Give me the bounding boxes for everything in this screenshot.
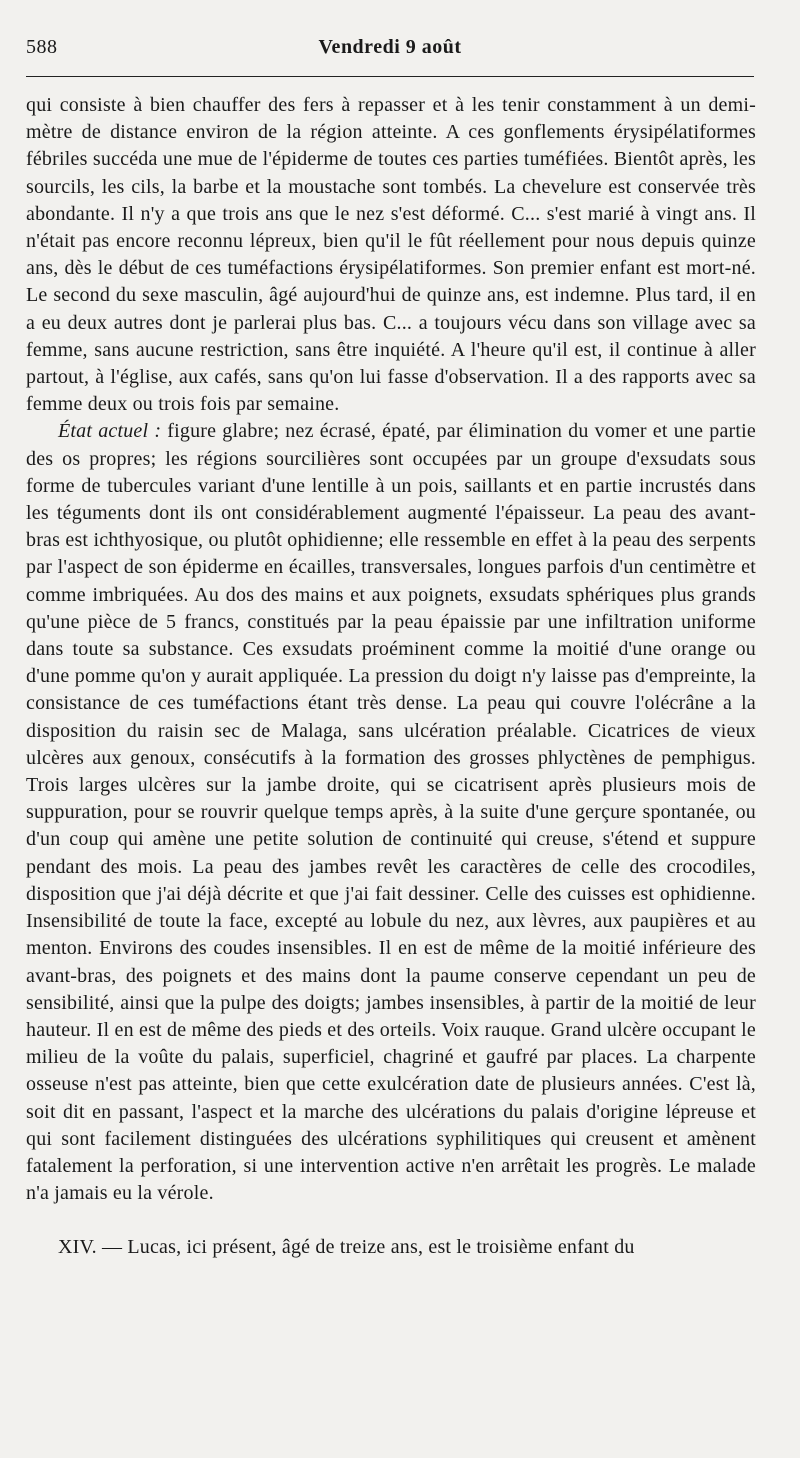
paragraph-etat-actuel [26, 418, 756, 1207]
paragraph-lead-italic: État actuel : [58, 420, 162, 443]
page-number: 588 [26, 36, 58, 58]
paragraph-text: XIV. — Lucas, ici présent, âgé de treize ans, est le troisième enfant du [58, 1236, 635, 1259]
header-rule [26, 76, 754, 77]
paragraph-text: figure glabre; nez écrasé, épaté, par élimination du vomer et une partie des os propres; les régions sourcilières sont occupées par un groupe d'exsudats sous forme de tubercules variant d'une lentille à un pois, saillants et en partie incrustés dans les téguments dont ils ont considérablement augmenté l'épaisseur. La peau des avant-bras est ichthyosique, ou plutôt ophidienne; elle ressemble en effet à la peau des serpents par l'aspect de son épiderme en écailles, transversales, longues parfois d'un centimètre et comme imbriquées. Au dos des mains et aux poignets, exsudats sphériques plus grands qu'une pièce de 5 francs, constitués par la peau épaissie par une infiltration uniforme dans toute sa substance. Ces exsudats proéminent comme la moitié d'une orange ou d'une pomme qu'on y aurait appliquée. La pression du doigt n'y laisse pas d'empreinte, la consistance de ces tuméfactions étant très dense. La peau qui couvre l'olécrâne a la disposition du raisin sec de Malaga, sans ulcération préalable. Cicatrices de vieux ulcères aux genoux, consécutifs à la formation des grosses phlyctènes de pemphigus. Trois larges ulcères sur la jambe droite, qui se cicatrisent après plusieurs mois de suppuration, pour se rouvrir quelque temps après, à la suite d'une gerçure spontanée, ou d'un coup qui amène une petite solution de continuité qui creuse, s'étend et suppure pendant des mois. La peau des jambes revêt les caractères de celle des crocodiles, disposition que j'ai déjà décrite et que j'ai fait dessiner. Celle des cuisses est ophidienne. Insensibilité de toute la face, excepté au lobule du nez, aux lèvres, aux paupières et au menton. Environs des coudes insensibles. Il en est de même de la moitié inférieure des avant-bras, des poignets et des mains dont la paume conserve cependant un peu de sensibilité, ainsi que la pulpe des doigts; jambes insensibles, à partir de la moitié de leur hauteur. Il en est de même des pieds et des orteils. Voix rauque. Grand ulcère occupant le milieu de la voûte du palais, superficiel, chagriné et gaufré par places. La charpente osseuse n'est pas atteinte, bien que cette exulcération date de plusieurs années. C'est là, soit dit en passant, l'aspect et la marche des ulcérations du palais d'origine lépreuse et qui sont facilement distinguées des ulcérations syphilitiques qui creusent et amènent fatalement la perforation, si une intervention active n'en arrêtait les progrès. Le malade n'a jamais eu la vérole. [26, 420, 756, 1205]
paragraph-gap [26, 1207, 756, 1234]
page-header [26, 30, 754, 70]
paragraph-text: qui consiste à bien chauffer des fers à repasser et à les tenir constamment à un demi-mètre de distance environ de la région atteinte. A ces gonflements érysipélatiformes fébriles succéda une mue de l'épiderme de toutes ces parties tuméfiées. Bientôt après, les sourcils, les cils, la barbe et la moustache sont tombés. La chevelure est conservée très abondante. Il n'y a que trois ans que le nez s'est déformé. C... s'est marié à vingt ans. Il n'était pas encore reconnu lépreux, bien qu'il le fût réellement pour nous depuis quinze ans, dès le début de ces tuméfactions érysipélatiformes. Son premier enfant est mort-né. Le second du sexe masculin, âgé aujourd'hui de quinze ans, est indemne. Plus tard, il en a eu deux autres dont je parlerai plus bas. C... a toujours vécu dans son village avec sa femme, sans aucune restriction, sans être inquiété. A l'heure qu'il est, il continue à aller partout, à l'église, aux cafés, sans qu'on lui fasse d'observation. Il a des rapports avec sa femme deux ou trois fois par semaine. [26, 94, 756, 416]
paragraph-case-xiv [26, 1234, 756, 1261]
running-title: Vendredi 9 août [318, 36, 462, 58]
body-text [26, 92, 756, 1262]
paragraph-continuation [26, 92, 756, 418]
